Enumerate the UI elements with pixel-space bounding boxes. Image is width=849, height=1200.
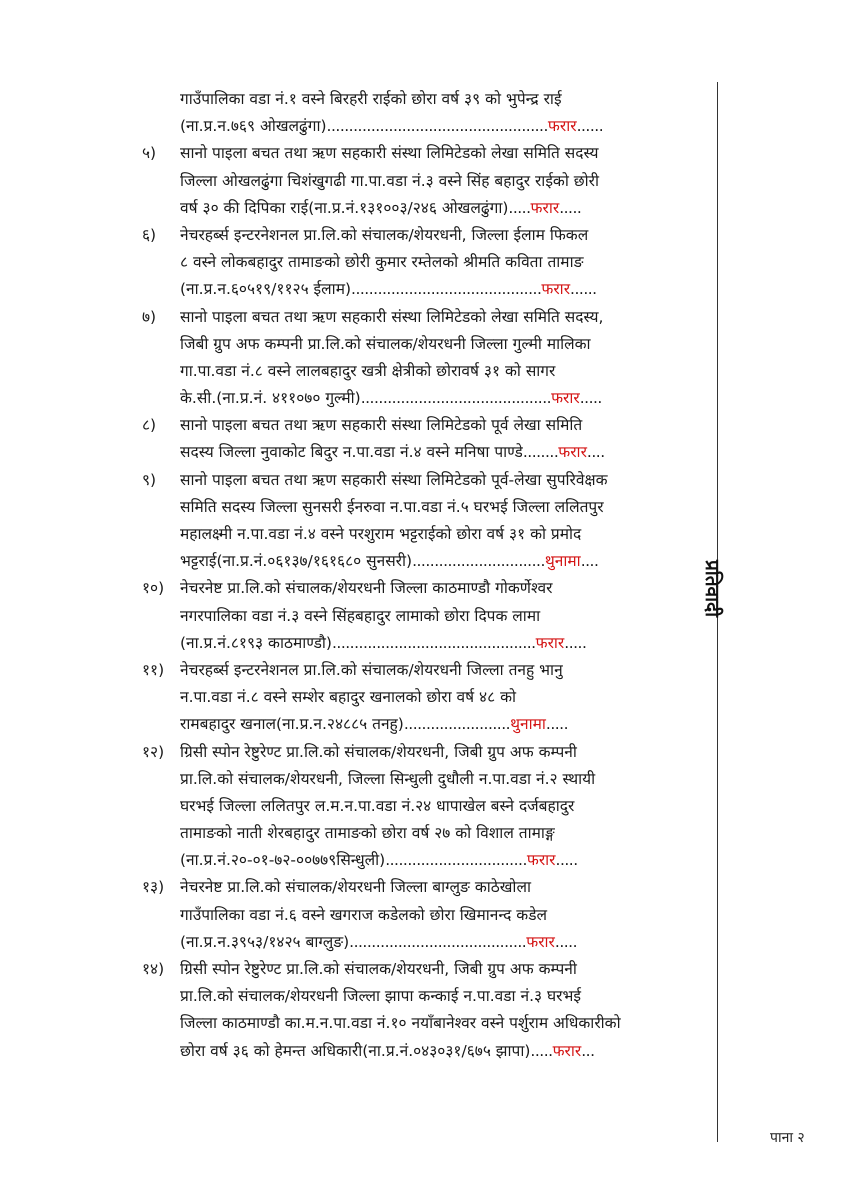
defendant-entry	[142, 304, 710, 413]
entry-last-line	[150, 1038, 710, 1065]
entry-number: १२)	[142, 742, 165, 761]
leader-dots: ..................................................	[326, 117, 548, 136]
entry-number: १४)	[142, 960, 165, 978]
entry-line: नेचरहर्ब्स इन्टरनेशनल प्रा.लि.को संचालक/शेयरधनी, जिल्ला ईलाम फिकल	[180, 225, 589, 244]
leader-dots: ........	[522, 443, 559, 462]
entry-last-line	[150, 711, 710, 738]
entry-number: ९)	[142, 470, 157, 489]
entry-number: १३)	[142, 878, 165, 897]
leader-dots: ..............................................	[331, 633, 536, 652]
entry-line: जिल्ला ओखलढुंगा चिशंखुगढी गा.पा.वडा नं.३ वस्ने सिंह बहादुर राईको छोरी	[180, 171, 600, 190]
entry-last-line	[150, 276, 710, 303]
leader-dots: ........................................	[349, 932, 527, 951]
defendant-entry	[142, 222, 710, 304]
leader-dots: ...........................................	[351, 280, 542, 299]
entry-line: ८ वस्ने लोकबहादुर तामाङको छोरी कुमार रम्तेलको श्रीमति कविता तामाङ	[180, 253, 584, 272]
entry-last-line	[150, 195, 710, 222]
status-label: फरार	[530, 198, 560, 217]
defendant-entry	[142, 874, 710, 956]
entry-line: महालक्ष्मी न.पा.वडा नं.४ वस्ने परशुराम भट्टराईको छोरा वर्ष ३१ को प्रमोद	[180, 525, 582, 543]
status-label: फरार	[547, 117, 577, 136]
status-label: थुनामा	[510, 715, 546, 734]
entry-line: जिबी ग्रुप अफ कम्पनी प्रा.लि.को संचालक/शेयरधनी जिल्ला गुल्मी मालिका	[180, 334, 591, 353]
side-label-defendant: प्रतिवादी	[701, 560, 723, 618]
defendant-entry	[142, 575, 710, 657]
entry-number: १०)	[142, 579, 165, 598]
entry-line: न.पा.वडा नं.८ वस्ने सम्शेर बहादुर खनालको छोरा वर्ष ४८ को	[180, 688, 517, 707]
entry-line: सानो पाइला बचत तथा ऋण सहकारी संस्था लिमिटेडको पूर्व लेखा समिति	[180, 416, 583, 435]
entry-last-line	[150, 630, 710, 657]
entry-line: गाउँपालिका वडा नं.१ वस्ने बिरहरी राईको छोरा वर्ष ३९ को भुपेन्द्र राई	[180, 90, 562, 108]
leader-dots: ........................	[403, 715, 511, 734]
entry-line: ग्रिसी स्पोन रेष्टुरेण्ट प्रा.लि.को संचालक/शेयरधनी, जिबी ग्रुप अफ कम्पनी	[180, 960, 577, 978]
entry-reference-text: रामबहादुर खनाल(ना.प्र.न.२४८८५ तनहु)	[180, 715, 404, 734]
entry-line: सानो पाइला बचत तथा ऋण सहकारी संस्था लिमिटेडको लेखा समिति सदस्य,	[180, 307, 604, 326]
trailing-dots: ......	[570, 280, 597, 299]
entry-reference-text: भट्टराई(ना.प्र.नं.०६१३७/१६१६८० सुनसरी)	[180, 552, 413, 571]
page-number: पाना २	[770, 1130, 805, 1146]
status-label: फरार	[526, 932, 555, 951]
entry-last-line	[150, 385, 710, 412]
entry-reference-text: (ना.प्र.न.७६९ ओखलढुंगा)	[180, 117, 327, 136]
leader-dots: ................................	[385, 851, 527, 870]
trailing-dots: ...	[581, 1041, 595, 1060]
entry-reference-text: के.सी.(ना.प्र.नं. ४११०७० गुल्मी)	[180, 389, 361, 408]
entry-line: प्रा.लि.को संचालक/शेयरधनी जिल्ला झापा कन्काई न.पा.वडा नं.३ घरभई	[180, 987, 582, 1006]
entry-last-line	[150, 548, 710, 575]
status-label: फरार	[552, 1041, 582, 1060]
defendant-entry	[142, 657, 710, 739]
trailing-dots: .....	[564, 633, 587, 652]
trailing-dots: .....	[559, 198, 582, 217]
entry-last-line	[150, 847, 710, 874]
entry-reference-text: (ना.प्र.नं.२०-०१-७२-००७७९सिन्धुली)	[180, 851, 386, 870]
entry-line: प्रा.लि.को संचालक/शेयरधनी, जिल्ला सिन्धुली दुधौली न.पा.वडा नं.२ स्थायी	[180, 769, 596, 788]
trailing-dots: .....	[579, 389, 602, 408]
entry-line: नगरपालिका वडा नं.३ वस्ने सिंहबहादुर लामाको छोरा दिपक लामा	[180, 606, 541, 625]
status-label: फरार	[535, 633, 565, 652]
entry-line: तामाङको नाती शेरबहादुर तामाङको छोरा वर्ष २७ को विशाल तामाङ्ग	[180, 824, 555, 843]
defendant-entry	[150, 86, 710, 140]
trailing-dots: ....	[586, 443, 605, 462]
entry-reference-text: सदस्य जिल्ला नुवाकोट बिदुर न.पा.वडा नं.४ वस्ने मनिषा पाण्डे	[180, 443, 523, 462]
entry-number: ५)	[142, 144, 157, 163]
defendant-entry	[142, 739, 710, 875]
status-label: फरार	[526, 851, 556, 870]
entry-line: सानो पाइला बचत तथा ऋण सहकारी संस्था लिमिटेडको लेखा समिति सदस्य	[180, 144, 599, 163]
status-label: थुनामा	[544, 552, 581, 571]
defendant-list	[142, 86, 710, 1065]
entry-reference-text: (ना.प्र.न.६०५१९/११२५ ईलाम)	[180, 280, 352, 299]
entry-reference-text: छोरा वर्ष ३६ को हेमन्त अधिकारी(ना.प्र.नं.०४३०३१/६७५ झापा)	[180, 1041, 531, 1060]
trailing-dots: .....	[545, 715, 569, 734]
leader-dots: ...........................................	[360, 389, 552, 408]
entry-number: ८)	[142, 416, 157, 435]
entry-line: घरभई जिल्ला ललितपुर ल.म.न.पा.वडा नं.२४ धापाखेल बस्ने दर्जबहादुर	[180, 796, 575, 815]
leader-dots: ..............................	[412, 552, 545, 571]
entry-line: गा.पा.वडा नं.८ वस्ने लालबहादुर खत्री क्षेत्रीको छोरावर्ष ३१ को सागर	[180, 361, 556, 380]
entry-line: समिति सदस्य जिल्ला सुनसरी ईनरुवा न.पा.वडा नं.५ घरभई जिल्ला ललितपुर	[180, 497, 604, 516]
defendant-entry	[142, 467, 710, 576]
entry-line: गाउँपालिका वडा नं.६ वस्ने खगराज कडेलको छोरा खिमानन्द कडेल	[180, 905, 547, 924]
defendant-entry	[142, 140, 710, 222]
entry-line: नेचरनेष्ट प्रा.लि.को संचालक/शेयरधनी जिल्ला बाग्लुङ काठेखोला	[180, 878, 531, 897]
entry-last-line	[150, 929, 710, 956]
entry-line: नेचरनेष्ट प्रा.लि.को संचालक/शेयरधनी जिल्ला काठमाण्डौ गोकर्णेश्वर	[180, 579, 553, 598]
entry-line: नेचरहर्ब्स इन्टरनेशनल प्रा.लि.को संचालक/शेयरधनी जिल्ला तनहु भानु	[180, 660, 563, 679]
leader-dots: .....	[530, 1041, 553, 1060]
entry-last-line	[150, 439, 710, 466]
leader-dots: .....	[508, 198, 531, 217]
defendant-entry	[142, 956, 710, 1065]
status-label: फरार	[541, 280, 571, 299]
trailing-dots: .....	[554, 932, 578, 951]
entry-number: ११)	[142, 660, 165, 679]
entry-reference-text: (ना.प्र.नं.८१९३ काठमाण्डौ)	[180, 633, 332, 652]
status-label: फरार	[551, 389, 580, 408]
entry-reference-text: वर्ष ३० की दिपिका राई(ना.प्र.नं.१३१००३/२४६ ओखलढुंगा)	[180, 198, 509, 217]
entry-last-line	[150, 113, 710, 140]
entry-line: ग्रिसी स्पोन रेष्टुरेण्ट प्रा.लि.को संचालक/शेयरधनी, जिबी ग्रुप अफ कम्पनी	[180, 742, 577, 761]
trailing-dots: .....	[555, 851, 578, 870]
defendant-entry	[142, 412, 710, 466]
entry-line: जिल्ला काठमाण्डौ का.म.न.पा.वडा नं.१० नयाँबानेश्वर वस्ने पर्शुराम अधिकारीको	[180, 1014, 621, 1033]
entry-line: सानो पाइला बचत तथा ऋण सहकारी संस्था लिमिटेडको पूर्व-लेखा सुपरिवेक्षक	[180, 470, 608, 489]
trailing-dots: ......	[576, 117, 604, 136]
trailing-dots: ....	[580, 552, 599, 571]
status-label: फरार	[558, 443, 587, 462]
entry-reference-text: (ना.प्र.न.३९५३/१४२५ बाग्लुङ)	[180, 932, 350, 951]
entry-number: ७)	[142, 307, 157, 326]
entry-number: ६)	[142, 225, 157, 244]
